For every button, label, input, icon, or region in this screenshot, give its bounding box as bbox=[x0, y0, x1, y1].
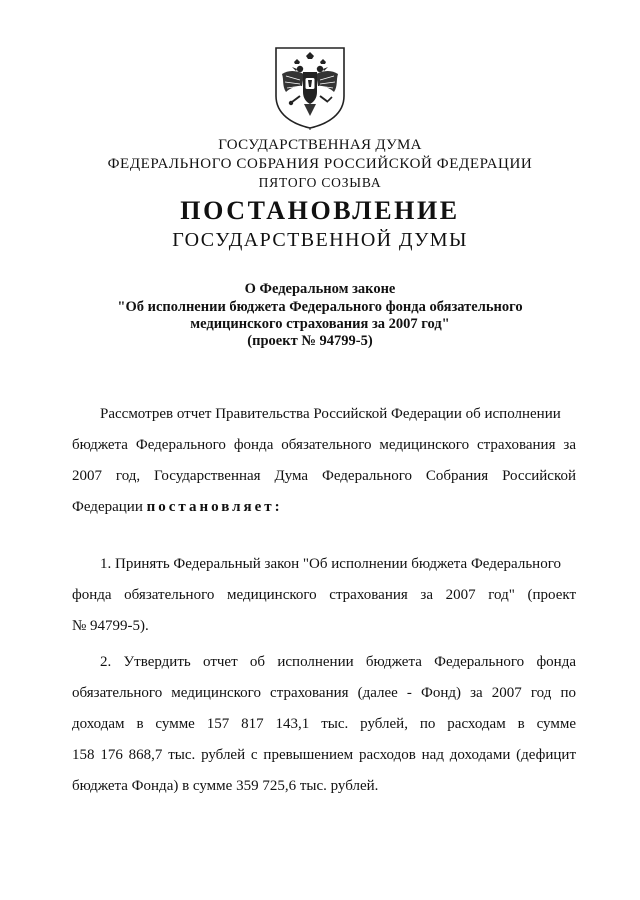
item-2-line-1: 2. Утвердить отчет об исполнении бюджета Федерального фонда bbox=[100, 654, 576, 670]
item-2-line-4: 158 176 868,7 тыс. рублей с превышением расходов над доходами (дефицит bbox=[72, 747, 576, 763]
subject-line-3: медицинского страхования за 2007 год" bbox=[190, 316, 450, 332]
item-2-line-3: доходам в сумме 157 817 143,1 тыс. рублей, по расходам в сумме bbox=[72, 716, 576, 732]
preamble-line-4-start: Федерации bbox=[72, 499, 143, 515]
preamble-line-2: бюджета Федерального фонда обязательного медицинского страхования за bbox=[72, 437, 576, 453]
double-headed-eagle-icon bbox=[270, 44, 350, 130]
item-2-line-2: обязательного медицинского страхования (далее - Фонд) за 2007 год по bbox=[72, 685, 576, 701]
item-2-line-5: бюджета Фонда) в сумме 359 725,6 тыс. рублей. bbox=[72, 778, 379, 794]
item-1-line-1: 1. Принять Федеральный закон "Об исполнении бюджета Федерального bbox=[100, 556, 561, 572]
item-1-line-2: фонда обязательного медицинского страхования за 2007 год" (проект bbox=[72, 587, 576, 603]
document-type-title: ПОСТАНОВЛЕНИЕ bbox=[180, 196, 460, 225]
document-issuer: ГОСУДАРСТВЕННОЙ ДУМЫ bbox=[172, 229, 468, 251]
subject-line-2: "Об исполнении бюджета Федерального фонда обязательного bbox=[117, 299, 523, 315]
convocation: ПЯТОГО СОЗЫВА bbox=[258, 175, 382, 190]
subject-line-1: О Федеральном законе bbox=[244, 281, 396, 297]
preamble-line-1: Рассмотрев отчет Правительства Российской Федерации об исполнении bbox=[100, 406, 561, 422]
subject-project-number: (проект № 94799-5) bbox=[247, 333, 373, 349]
state-emblem bbox=[270, 44, 350, 130]
org-name-line-2: ФЕДЕРАЛЬНОГО СОБРАНИЯ РОССИЙСКОЙ ФЕДЕРАЦИИ bbox=[107, 156, 533, 172]
org-name-line-1: ГОСУДАРСТВЕННАЯ ДУМА bbox=[218, 137, 422, 153]
preamble-line-3: 2007 год, Государственная Дума Федерального Собрания Российской bbox=[72, 468, 576, 484]
item-1-line-3: № 94799-5). bbox=[72, 618, 149, 634]
preamble-line-4 bbox=[72, 499, 283, 516]
resolves-word: постановляет: bbox=[146, 499, 283, 515]
